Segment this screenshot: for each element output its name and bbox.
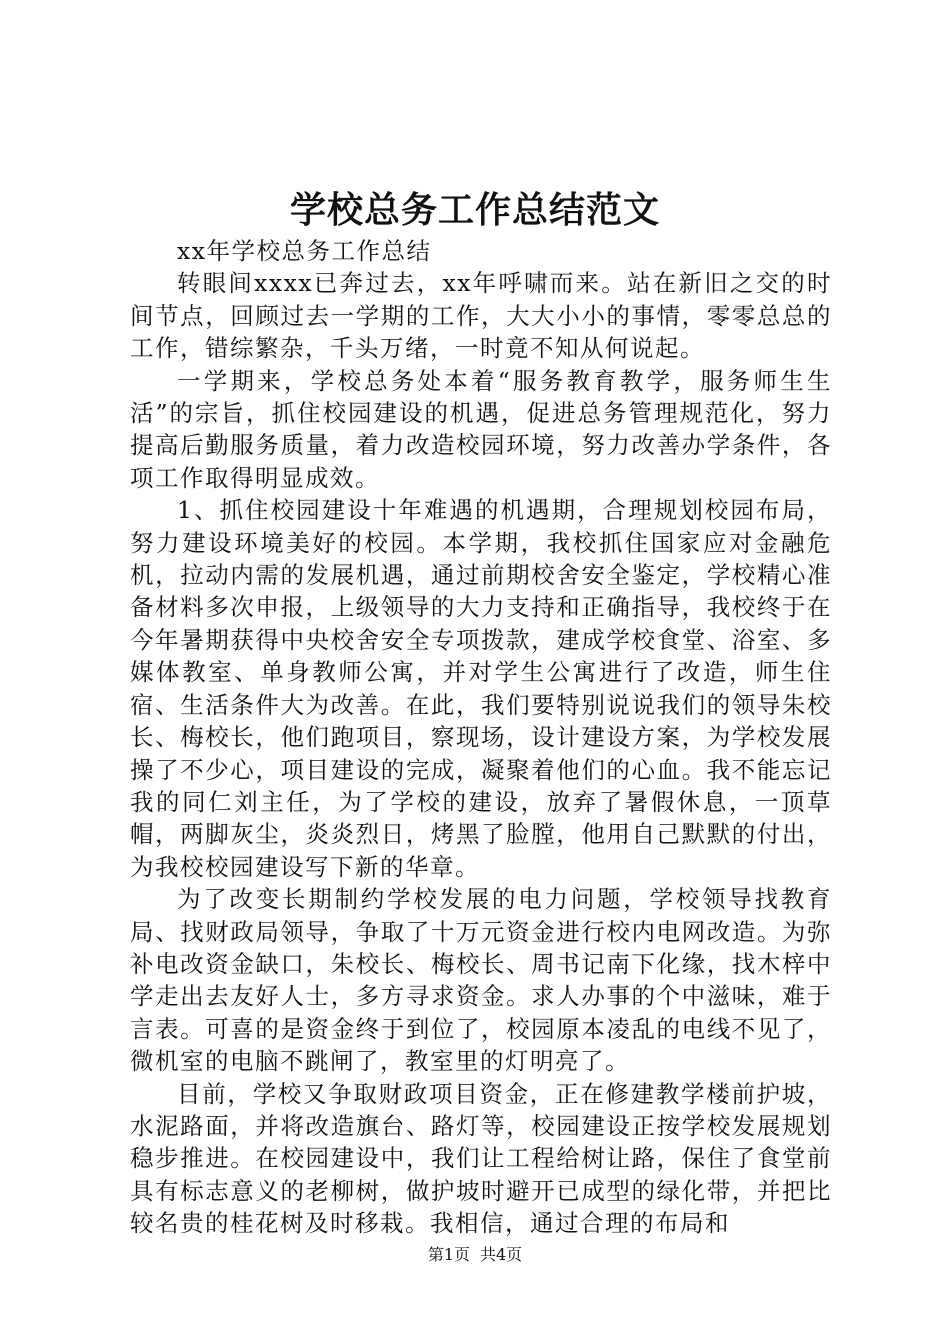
page-number: 第1页 [427,1245,470,1264]
paragraph-overview: 一学期来，学校总务处本着“服务教育教学，服务师生生活”的宗旨，抓住校园建设的机遇，促进总务管理规范化，努力提高后勤服务质量，着力改造校园环境，努力改善办学条件，各项工作取得明显成效。 [130,366,832,492]
paragraph-campus-construction: 1、抓住校园建设十年难遇的机遇期，合理规划校园布局，努力建设环境美好的校园。本学期，我校抓住国家应对金融危机，拉动内需的发展机遇，通过前期校舍安全鉴定，学校精心准备材料多次申报，上级领导的大力支持和正确指导，我校终于在今年暑期获得中央校舍安全专项拨款，建成学校食堂、浴室、多媒体教室、单身教师公寓，并对学生公寓进行了改造，师生住宿、生活条件大为改善。在此，我们要特别说说我们的领导朱校长、梅校长，他们跑项目，察现场，设计建设方案，为学校发展操了不少心，项目建设的完成，凝聚着他们的心血。我不能忘记我的同仁刘主任，为了学校的建设，放弃了暑假休息，一顶草帽，两脚灰尘，炎炎烈日，烤黑了脸膛，他用自己默默的付出，为我校校园建设写下新的华章。 [130,496,832,881]
document-body [130,235,832,1240]
page-footer [0,1245,950,1265]
paragraph-subtitle: xx年学校总务工作总结 [177,237,432,265]
paragraph-intro: 转眼间xxxx已奔过去，xx年呼啸而来。站在新旧之交的时间节点，回顾过去一学期的工作，大大小小的事情，零零总总的工作，错综繁杂，千头万绪，一时竟不知从何说起。 [130,269,832,363]
paragraph-current-projects: 目前，学校又争取财政项目资金，正在修建教学楼前护坡，水泥路面，并将改造旗台、路灯等，校园建设正按学校发展规划稳步推进。在校园建设中，我们让工程给树让路，保住了食堂前具有标志意义的老柳树，做护坡时避开已成型的绿化带，并把比较名贵的桂花树及时移栽。我相信，通过合理的布局和 [130,1079,832,1238]
document-title: 学校总务工作总结范文 [289,189,660,231]
page-total: 共4页 [480,1245,523,1264]
paragraph-power-grid: 为了改变长期制约学校发展的电力问题，学校领导找教育局、找财政局领导，争取了十万元资金进行校内电网改造。为弥补电改资金缺口，朱校长、梅校长、周书记南下化缘，找木梓中学走出去友好人士，多方寻求资金。求人办事的个中滋味，难于言表。可喜的是资金终于到位了，校园原本凌乱的电线不见了，微机室的电脑不跳闸了，教室里的灯明亮了。 [130,885,832,1076]
